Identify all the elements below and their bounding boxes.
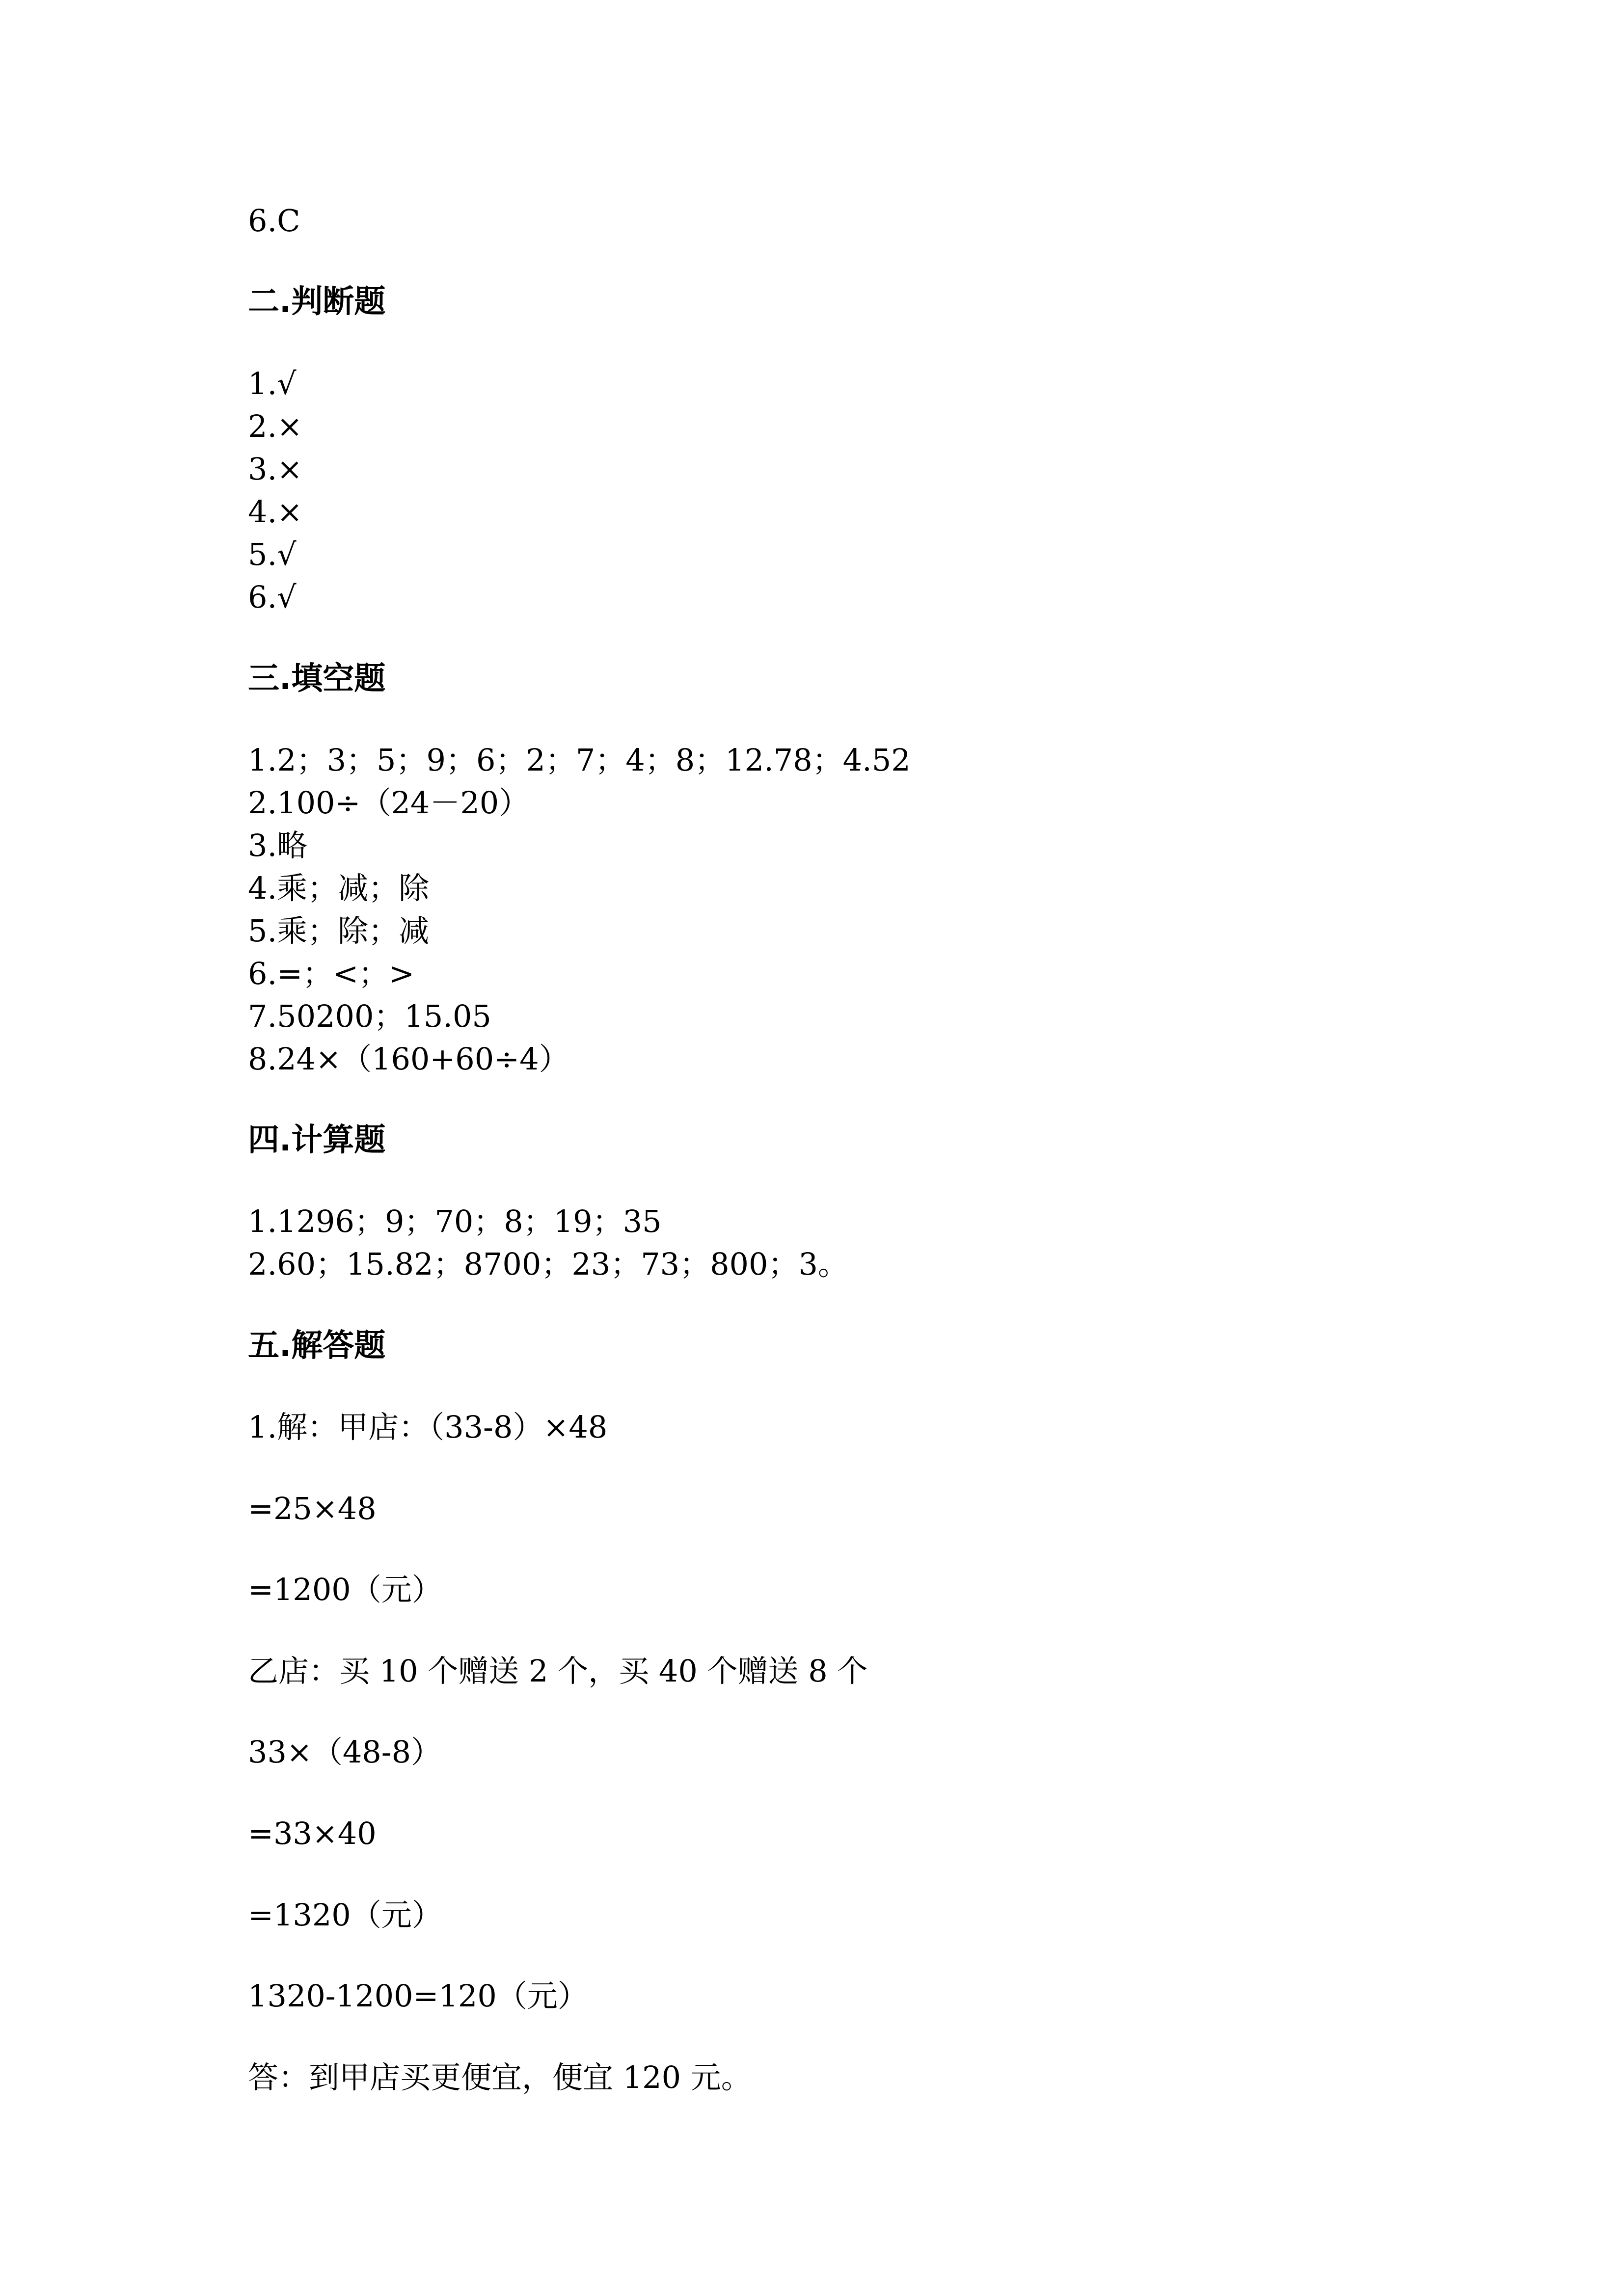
answer-line: 8.24×（160+60÷4）	[248, 1041, 569, 1077]
answer-line: 4.乘；减；除	[248, 870, 430, 906]
answer-line: 3.×	[248, 451, 303, 487]
answer-line: 2.60；15.82；8700；23；73；800；3。	[248, 1246, 848, 1282]
section-heading-fill-blank: 三.填空题	[248, 661, 386, 697]
answer-line: =25×48	[248, 1491, 377, 1526]
answer-line: 7.50200；15.05	[248, 998, 491, 1034]
answer-line: 3.略	[248, 828, 308, 863]
answer-line: 答：到甲店买更便宜，便宜 120 元。	[248, 2059, 752, 2095]
answer-line: 1.√	[248, 366, 297, 401]
answer-line: 6.=；<；>	[248, 956, 415, 991]
section-heading-calculation: 四.计算题	[248, 1122, 386, 1158]
answer-line: 1.1296；9；70；8；19；35	[248, 1203, 662, 1239]
answer-line: 2.100÷（24－20）	[248, 785, 530, 821]
answer-line: =33×40	[248, 1815, 377, 1851]
answer-line: =1320（元）	[248, 1897, 442, 1933]
answer-line: 5.√	[248, 536, 297, 572]
answer-line: 5.乘；除；减	[248, 913, 430, 949]
answer-line: 6.√	[248, 579, 297, 615]
section-heading-judgment: 二.判断题	[248, 284, 386, 320]
answer-line: 4.×	[248, 494, 303, 530]
answer-line: 33×（48-8）	[248, 1734, 442, 1770]
answer-line: 1320-1200=120（元）	[248, 1978, 588, 2014]
answer-line: =1200（元）	[248, 1572, 442, 1607]
answer-line: 乙店：买 10 个赠送 2 个，买 40 个赠送 8 个	[248, 1653, 868, 1689]
section-heading-word-problems: 五.解答题	[248, 1328, 386, 1364]
answer-line: 6.C	[248, 203, 300, 239]
answer-line: 1.解：甲店：（33-8）×48	[248, 1409, 608, 1445]
answer-line: 1.2；3；5；9；6；2；7；4；8；12.78；4.52	[248, 742, 911, 778]
answer-line: 2.×	[248, 408, 303, 444]
